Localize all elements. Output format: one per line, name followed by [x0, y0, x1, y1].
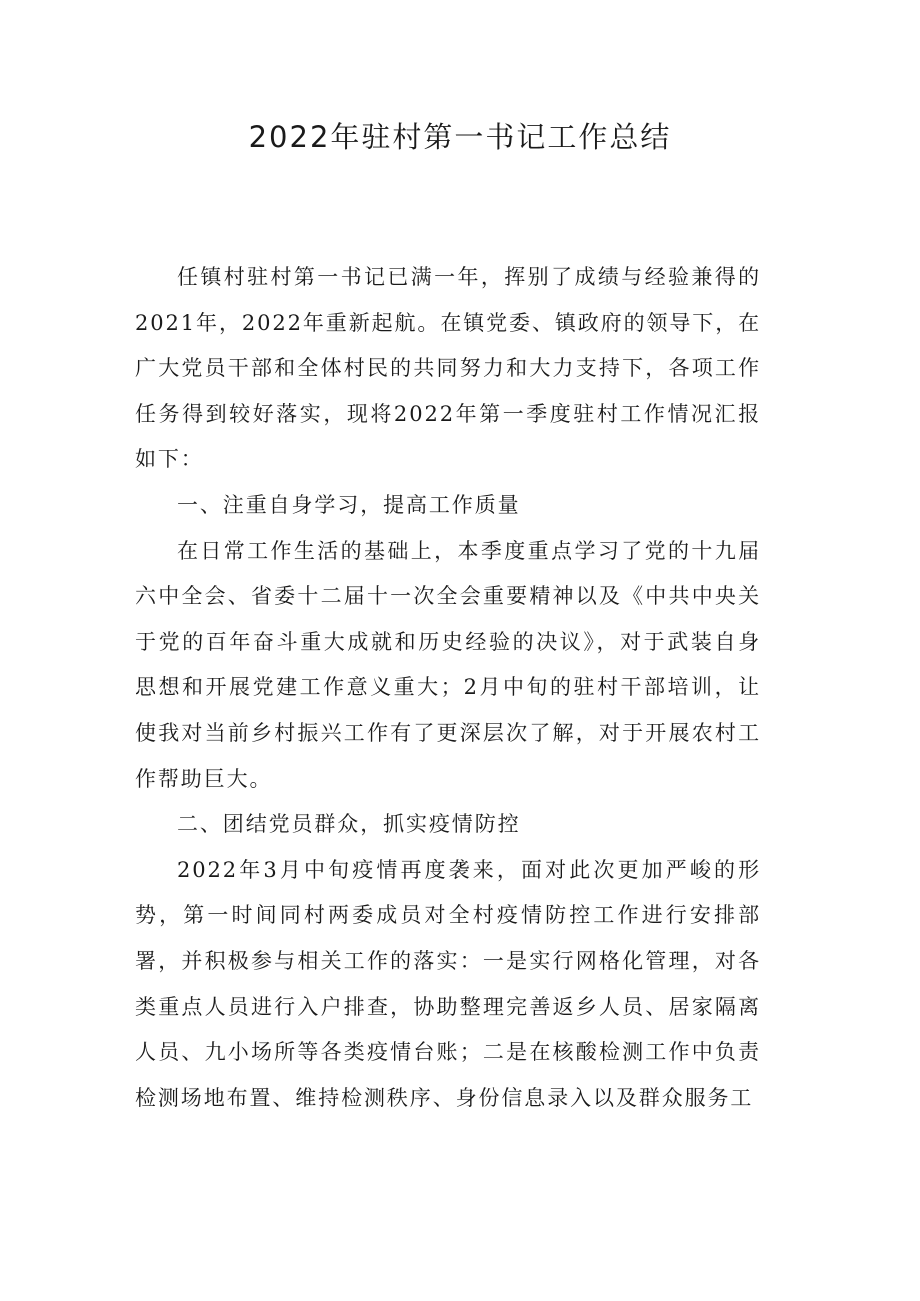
- section-heading: 一、注重自身学习，提高工作质量: [177, 492, 521, 517]
- document-body: [135, 255, 761, 1121]
- document-title: 2022年驻村第一书记工作总结: [248, 120, 672, 154]
- intro-paragraph: 任镇村驻村第一书记已满一年，挥别了成绩与经验兼得的2021年，2022年重新起航。在镇党委、镇政府的领导下，在广大党员干部和全体村民的共同努力和大力支持下，各项工作任务得到较好落实，现将2022年第一季度驻村工作情况汇报如下：: [135, 265, 761, 472]
- section-heading: 二、团结党员群众，抓实疫情防控: [177, 812, 521, 837]
- section-paragraph: 2022年3月中旬疫情再度袭来，面对此次更加严峻的形势，第一时间同村两委成员对全村疫情防控工作进行安排部署，并积极参与相关工作的落实：一是实行网格化管理，对各类重点人员进行入户排查，协助整理完善返乡人员、居家隔离人员、九小场所等各类疫情台账；二是在核酸检测工作中负责检测场地布置、维持检测秩序、身份信息录入以及群众服务工: [135, 857, 761, 1110]
- section-paragraph: 在日常工作生活的基础上，本季度重点学习了党的十九届六中全会、省委十二届十一次全会重要精神以及《中共中央关于党的百年奋斗重大成就和历史经验的决议》，对于武装自身思想和开展党建工作意义重大；2月中旬的驻村干部培训，让使我对当前乡村振兴工作有了更深层次了解，对于开展农村工作帮助巨大。: [135, 538, 761, 791]
